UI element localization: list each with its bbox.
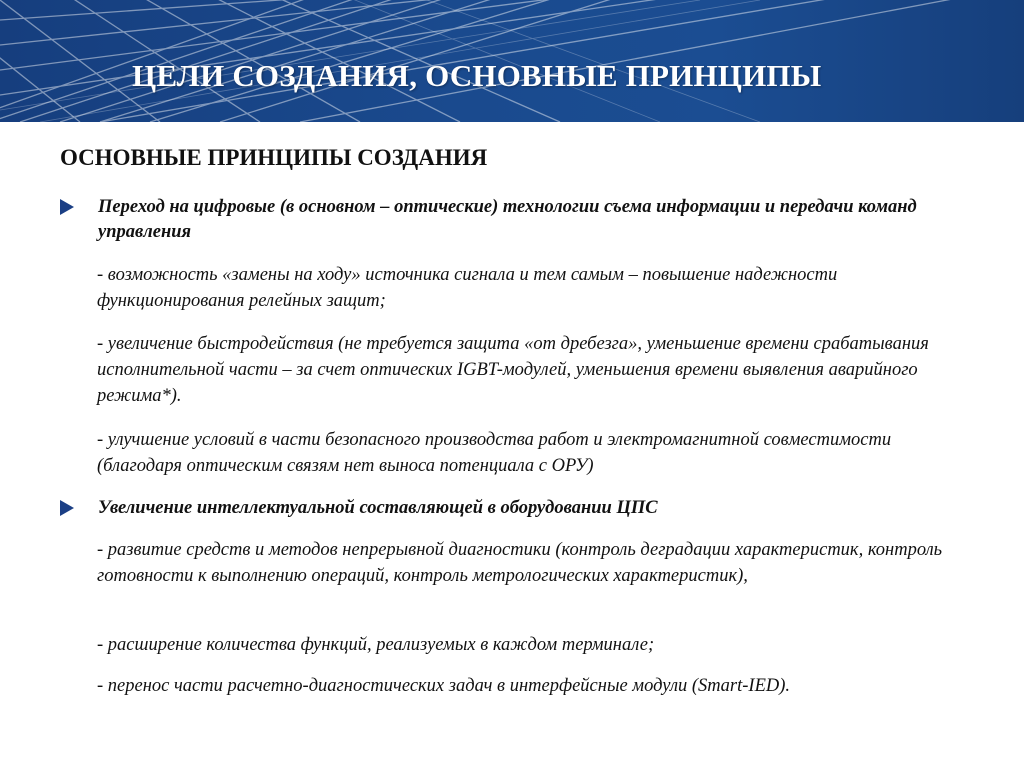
list-item: - перенос части расчетно-диагностических задач в интерфейсные модули (Smart-IED). (97, 676, 791, 696)
list-item: - улучшение условий в части безопасного производства работ и электромагнитной совместимости (благодаря оптическим связям нет выноса потенциала с ОРУ) (97, 430, 892, 476)
list-item: - развитие средств и методов непрерывной диагностики (контроль деградации характеристик, контроль готовности к выполнению операций, контроль метрологических характеристик), (97, 540, 943, 586)
list-item: - возможность «замены на ходу» источника сигнала и тем самым – повышение надежности функционирования релейных защит; (97, 265, 838, 311)
bullet-text: Переход на цифровые (в основном – оптические) технологии съема информации и передачи команд управления (98, 197, 917, 242)
header-banner (0, 0, 1024, 122)
section-heading: ОСНОВНЫЕ ПРИНЦИПЫ СОЗДАНИЯ (60, 145, 488, 170)
page-title: ЦЕЛИ СОЗДАНИЯ, ОСНОВНЫЕ ПРИНЦИПЫ (132, 58, 822, 93)
bullet-text: Увеличение интеллектуальной составляющей в оборудовании ЦПС (98, 498, 658, 518)
triangle-bullet-icon (60, 199, 74, 215)
list-item: - расширение количества функций, реализуемых в каждом терминале; (97, 635, 655, 655)
list-item: - увеличение быстродействия (не требуется защита «от дребезга», уменьшение времени срабатывания исполнительной части – за счет оптических IGBT-модулей, уменьшения времени выявления аварийного режима*). (97, 334, 929, 406)
triangle-bullet-icon (60, 500, 74, 516)
